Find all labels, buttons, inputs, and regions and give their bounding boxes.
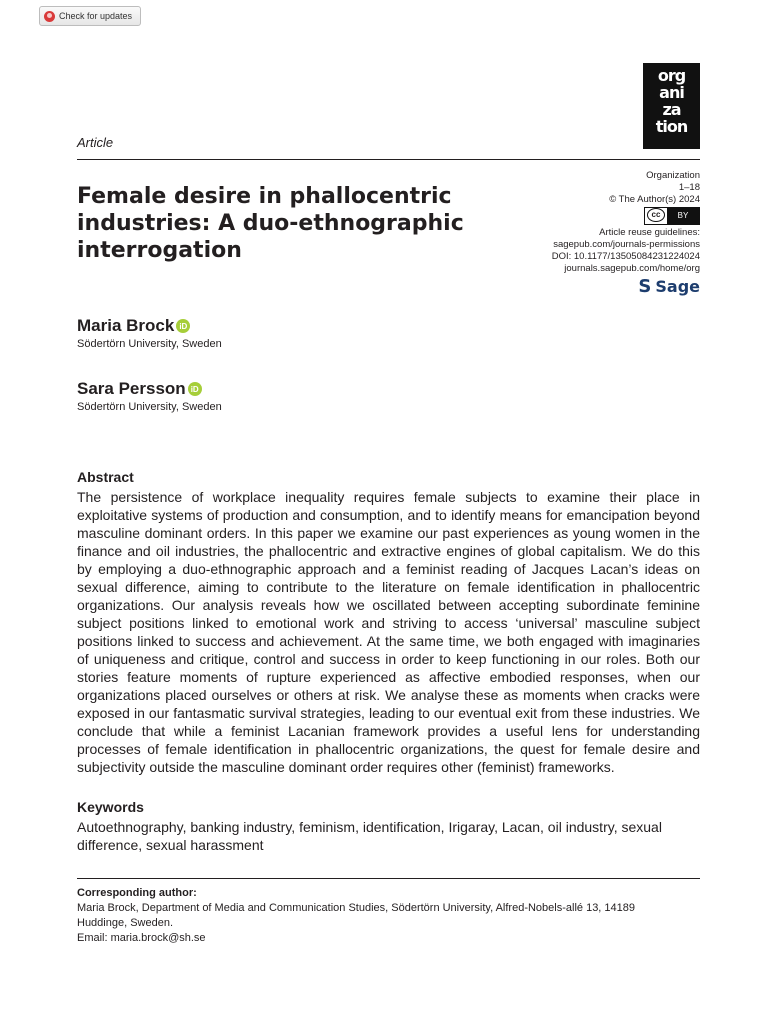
orcid-icon[interactable]: iD <box>176 319 190 333</box>
keywords-text: Autoethnography, banking industry, feminism, identification, Irigaray, Lacan, oil industry, sexual difference, sexual harassment <box>77 819 662 853</box>
copyright: © The Author(s) 2024 <box>609 194 700 205</box>
keywords-heading: Keywords <box>77 799 144 815</box>
footer-divider <box>77 878 700 879</box>
orcid-icon[interactable]: iD <box>188 382 202 396</box>
cc-icon: cc <box>647 208 665 222</box>
journal-logo-line: tion <box>655 117 688 136</box>
by-icon: BY <box>667 208 699 224</box>
author-1 <box>77 316 222 350</box>
author-name: Maria Brock <box>77 316 175 335</box>
corresponding-address-line: Huddinge, Sweden. <box>77 917 174 929</box>
sage-logo <box>638 276 700 297</box>
crossmark-icon <box>44 11 55 22</box>
journal-url[interactable]: journals.sagepub.com/home/org <box>564 263 700 274</box>
publication-meta <box>460 170 700 296</box>
abstract-text: The persistence of workplace inequality requires female subjects to examine their place in exploitative systems of production and consumption, and to identify means for emancipation beyond masculine dominant orders. In this paper we examine our past experiences as young women in the finance and oil industries, the phallocentric and extractive engines of global capitalism. We do this by employing a duo-ethnographic approach and a feminist reading of Jacques Lacan’s ideas on sexual difference, aiming to contribute to the literature on female identification in phallocentric organizations. Our analysis reveals how we oscillated between accepting subordinate feminine subject positions linked to emotional work and striving to access ‘universal’ masculine subject positions linked to success and achievement. At the same time, we both engaged with imaginaries of uniqueness and critique, control and success in order to keep functioning in our roles. Both our stories feature moments of rupture experienced as affective embodied responses, when our organizations placed ourselves or others at risk. We analyse these as moments when cracks were exposed in our fantasmatic survival strategies, leading to our eventual exit from these industries. We conclude that while a feminist Lacanian framework provides a useful lens for understanding processes of female identification in phallocentric organizations, the quest for female desire and subjectivity outside the masculine dominant order requires other (feminist) frameworks. <box>77 489 700 775</box>
article-title: Female desire in phallocentric industries: A duo-ethnographic interrogation <box>77 184 464 263</box>
author-name: Sara Persson <box>77 379 186 398</box>
page-range: 1–18 <box>678 182 700 193</box>
corresponding-address-line: Maria Brock, Department of Media and Communication Studies, Södertörn University, Alfred-Nobels-allé 13, 14189 <box>77 902 636 914</box>
corresponding-author <box>77 886 700 946</box>
sage-s-icon: S <box>638 276 652 297</box>
journal-logo <box>643 63 700 149</box>
check-for-updates-button[interactable] <box>39 6 141 26</box>
publisher-name: Sage <box>655 277 700 296</box>
header-divider <box>77 159 700 160</box>
author-affiliation: Södertörn University, Sweden <box>77 338 222 350</box>
journal-logo-line: ani <box>659 83 684 102</box>
reuse-link[interactable]: sagepub.com/journals-permissions <box>553 239 700 250</box>
check-for-updates-label: Check for updates <box>59 11 133 21</box>
corresponding-email[interactable]: Email: maria.brock@sh.se <box>77 932 206 944</box>
corresponding-label: Corresponding author: <box>77 887 197 899</box>
cc-license-badge[interactable] <box>644 207 700 225</box>
abstract-heading: Abstract <box>77 469 134 485</box>
doi[interactable]: DOI: 10.1177/13505084231224024 <box>551 251 700 262</box>
journal-name: Organization <box>646 170 700 181</box>
author-affiliation: Södertörn University, Sweden <box>77 401 222 413</box>
journal-logo-line: org <box>657 66 686 85</box>
reuse-label: Article reuse guidelines: <box>599 227 700 238</box>
author-2 <box>77 379 222 413</box>
journal-logo-line: za <box>662 100 681 119</box>
article-type: Article <box>77 135 114 150</box>
